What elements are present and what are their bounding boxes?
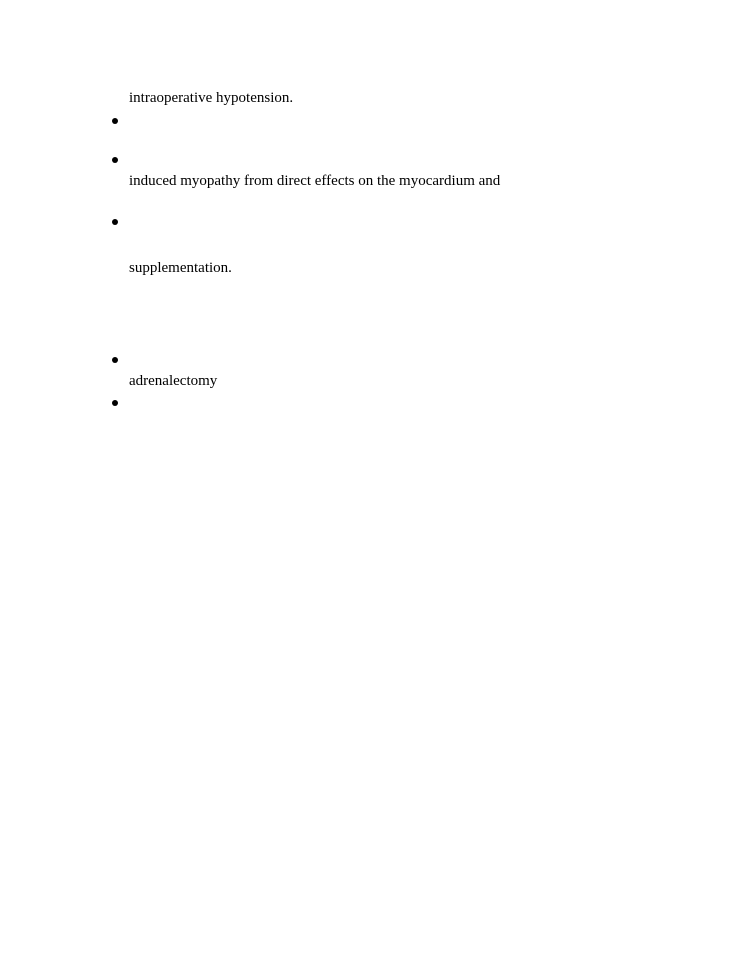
- text-line-intraoperative-hypotension: intraoperative hypotension.: [129, 90, 294, 106]
- bullet-point: [112, 118, 118, 124]
- bullet-point: [112, 357, 118, 363]
- text-line-adrenalectomy: adrenalectomy: [129, 373, 218, 389]
- bullet-point: [112, 157, 118, 163]
- bullet-point: [112, 219, 118, 225]
- text-line-supplementation: supplementation.: [129, 260, 232, 276]
- bullet-point: [112, 400, 118, 406]
- text-line-induced-myopathy: induced myopathy from direct effects on the myocardium and: [129, 173, 501, 189]
